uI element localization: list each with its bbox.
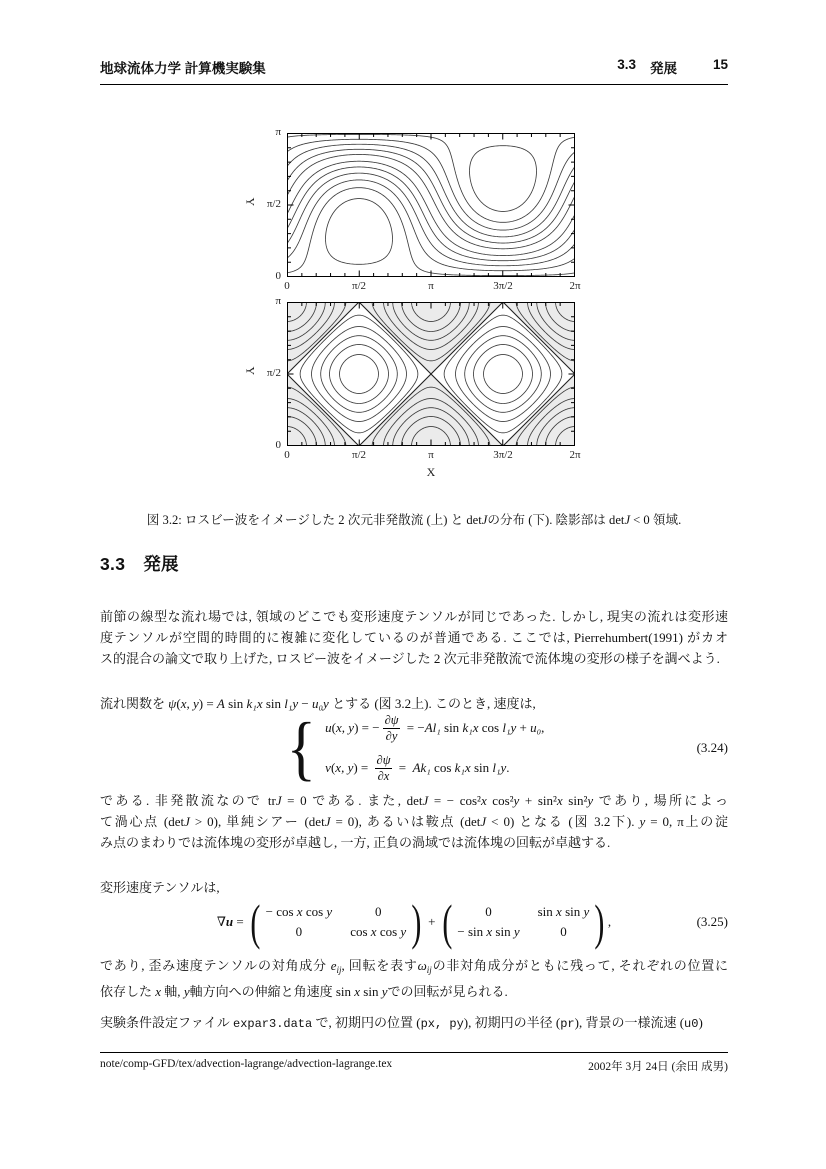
gradient-u-prefix: ∇ u = bbox=[216, 914, 247, 929]
x-tick-label: π bbox=[428, 280, 434, 292]
matrix-cell: 0 bbox=[560, 924, 567, 939]
left-paren-icon: ( bbox=[442, 894, 453, 950]
contour-canvas bbox=[287, 133, 575, 277]
contour-canvas bbox=[287, 302, 575, 446]
x-tick-label: 2π bbox=[569, 449, 581, 461]
y-tick-label: π/2 bbox=[266, 198, 281, 210]
footer-rule bbox=[100, 1052, 728, 1053]
footer-file-path: note/comp-GFD/tex/advection-lagrange/advection-lagrange.tex bbox=[100, 1058, 393, 1070]
text-line: 依存した x 軸, y軸方向への伸縮と角速度 sin x sin yでの回転が見られる. bbox=[100, 984, 508, 999]
equation-number: (3.24) bbox=[696, 740, 728, 755]
equation-row-v: v ( x, y ) = $\frac{\partial\psi}{\partial x}$ = Ak₁ cos k₁x sin l₁y . bbox=[325, 752, 510, 783]
figure-caption: 図 3.2: ロスビー波をイメージした 2 次元非発散流 (上) と detJの分布 (下). 陰影部は detJ < 0 領域. bbox=[146, 513, 682, 527]
x-tick-label: 2π bbox=[569, 280, 581, 292]
y-tick-label: 0 bbox=[275, 439, 281, 451]
equation-body bbox=[284, 708, 545, 788]
right-paren-icon: ) bbox=[411, 894, 422, 950]
x-tick-label: 0 bbox=[284, 449, 290, 461]
section-heading bbox=[100, 551, 179, 576]
paragraph-3 bbox=[100, 790, 728, 853]
right-paren-icon: ) bbox=[594, 894, 605, 950]
paragraph-6 bbox=[100, 1012, 728, 1035]
text-line: ス的混合の論文で取り上げた, ロスビー波をイメージした 2 次元非発散流で流体塊の変形の様子を調べよう. bbox=[100, 651, 720, 666]
axis-label-y: Y bbox=[243, 366, 258, 376]
equation-body bbox=[216, 894, 612, 950]
paragraph-1 bbox=[100, 606, 728, 669]
header-right bbox=[100, 57, 728, 77]
equation-3-24 bbox=[100, 708, 728, 788]
header-page-number: 15 bbox=[712, 57, 728, 72]
matrix-rotation bbox=[455, 904, 591, 940]
text-line: 実験条件設定ファイル expar3.data で, 初期円の位置 (px, py), 初期円の半径 (pr), 背景の一様流速 (u0) bbox=[100, 1015, 703, 1031]
plus-sign: + bbox=[424, 914, 439, 929]
contour-plot-detj bbox=[243, 295, 581, 479]
section-number: 3.3 bbox=[100, 554, 126, 574]
equation-number: (3.25) bbox=[696, 914, 728, 929]
header-section-title: 発展 bbox=[649, 61, 677, 76]
left-brace: { bbox=[286, 708, 316, 788]
matrix-cell: cos x cos y bbox=[350, 924, 407, 939]
x-tick-label: π/2 bbox=[351, 280, 367, 292]
equation-rows bbox=[325, 713, 544, 784]
fraction: $\frac{\partial\psi}{\partial x}$ bbox=[376, 752, 391, 783]
equation-3-25 bbox=[100, 896, 728, 948]
equation-row-u: u ( x, y ) = − $\frac{\partial\psi}{\partial y}$ = − Al₁ sin k₁x cos l₁y + u₀ , bbox=[325, 712, 545, 743]
footer-date-author: 2002年 3月 24日 (余田 成男) bbox=[588, 1061, 728, 1073]
header-spacer bbox=[636, 57, 650, 77]
text-line: である. 非発散流なので trJ = 0 である. また, detJ = − cos²x cos²y + sin²x sin²y であり, 場所によっ bbox=[100, 793, 728, 808]
matrix-cell: 0 bbox=[485, 904, 492, 919]
left-paren-icon: ( bbox=[250, 894, 261, 950]
header-spacer bbox=[677, 57, 713, 77]
y-tick-label: π bbox=[275, 126, 281, 138]
text-line: 変形速度テンソルは, bbox=[100, 880, 220, 895]
matrix-cell: − sin x sin y bbox=[457, 924, 520, 939]
matrix-strain bbox=[264, 904, 409, 940]
text-line: 前節の線型な流れ場では, 領域のどこでも変形速度テンソルが同じであった. しかし, 現実の流れは変形速 bbox=[100, 609, 728, 624]
matrix-cell: 0 bbox=[295, 924, 303, 939]
matrix-cell: 0 bbox=[374, 904, 382, 919]
x-tick-label: 0 bbox=[284, 280, 290, 292]
text-line: であり, 歪み速度テンソルの対角成分 $e_{ij}$, 回転を表す$\omega_{ij}$の非対角成分がともに残って, それぞれの位置に bbox=[100, 958, 728, 975]
header-section-number: 3.3 bbox=[617, 57, 636, 72]
text-line: 度テンソルが空間的時間的に複雑に変化しているのが普通である. ここでは, Pierrehumbert(1991) がカオ bbox=[100, 630, 728, 645]
x-tick-label: π bbox=[428, 449, 434, 461]
matrix-cell: − cos x cos y bbox=[265, 904, 333, 919]
y-tick-label: π/2 bbox=[266, 367, 281, 379]
y-tick-label: π bbox=[275, 295, 281, 307]
x-tick-label: π/2 bbox=[351, 449, 367, 461]
text-line: 流れ関数を ψ(x, y) = A sin k₁x sin l₁y − u₀y とする (図 3.2上). このとき, 速度は, bbox=[100, 696, 536, 711]
matrix-cell: sin x sin y bbox=[537, 904, 590, 919]
contour-plot-streamfunction bbox=[243, 126, 581, 292]
trailing-comma: , bbox=[607, 914, 612, 929]
axis-label-x: X bbox=[426, 465, 436, 479]
fraction: $\frac{\partial\psi}{\partial y}$ bbox=[384, 712, 399, 743]
header-left-title: 地球流体力学 計算機実験集 bbox=[100, 61, 266, 76]
paragraph-5 bbox=[100, 955, 728, 1002]
x-tick-label: 3π/2 bbox=[493, 280, 513, 292]
axis-label-y: Y bbox=[243, 197, 258, 207]
header-rule bbox=[100, 84, 728, 85]
text-line: み点のまわりでは流体塊の変形が卓越し, 一方, 正負の渦域では流体塊の回転が卓越する. bbox=[100, 835, 611, 850]
section-title: 発展 bbox=[143, 554, 179, 574]
paragraph-2 bbox=[100, 693, 728, 714]
y-tick-label: 0 bbox=[275, 270, 281, 282]
text-line: て渦心点 (detJ > 0), 単純シアー (detJ = 0), あるいは鞍点 (detJ < 0) となる (図 3.2下). y = 0, π上の淀 bbox=[100, 814, 728, 829]
x-tick-label: 3π/2 bbox=[493, 449, 513, 461]
